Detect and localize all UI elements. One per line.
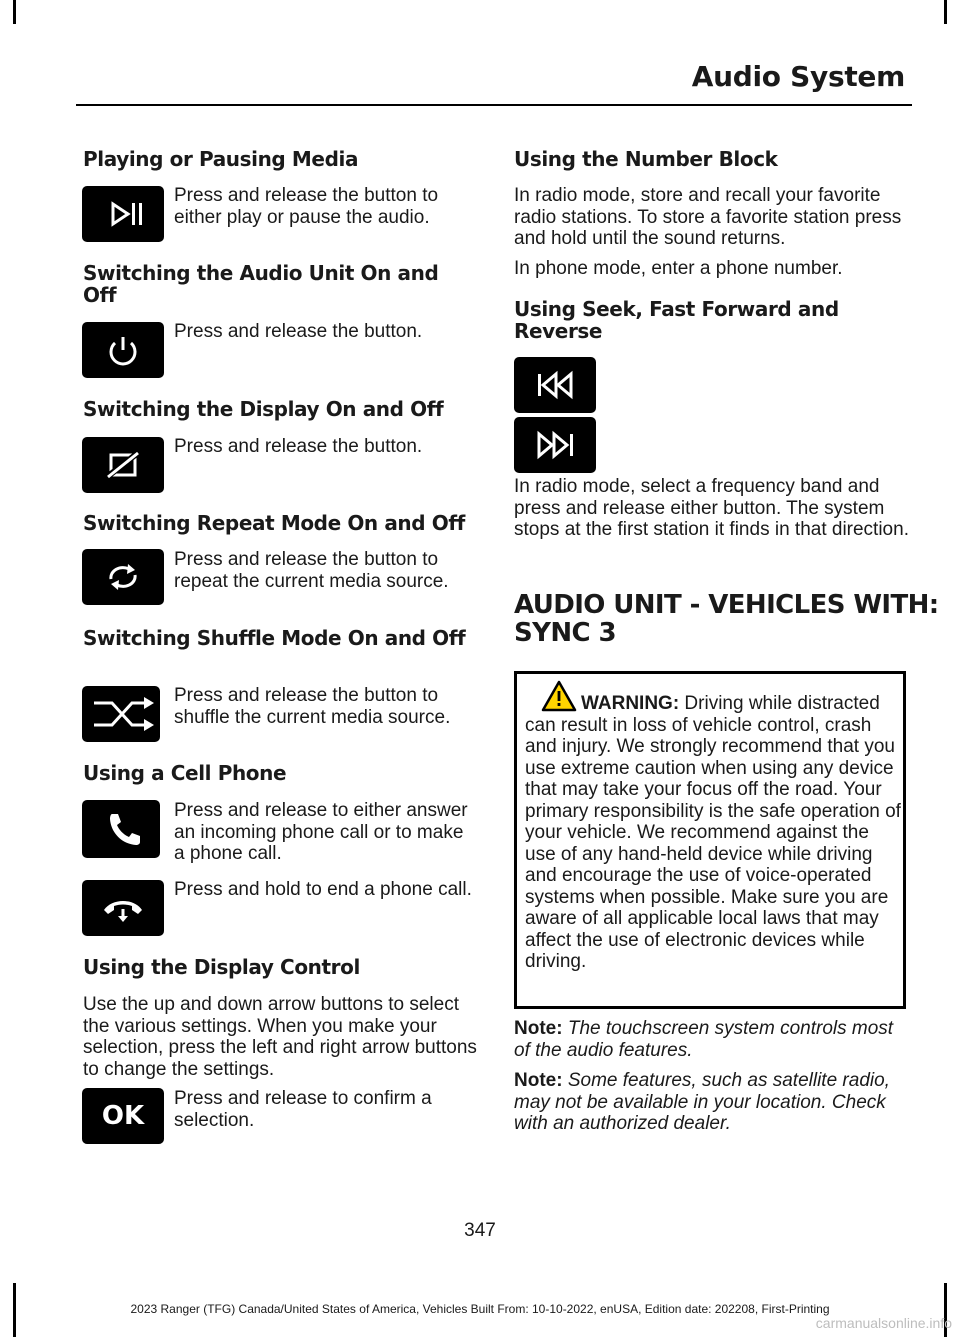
repeat-button-illustration — [82, 549, 164, 605]
seek-back-button-illustration — [514, 357, 596, 413]
seek-forward-button-illustration — [514, 417, 596, 473]
seek-forward-icon — [514, 417, 596, 473]
section-title-line1: AUDIO UNIT - VEHICLES WITH: — [514, 590, 939, 620]
shuffle-button-illustration — [82, 686, 160, 742]
warning-triangle-icon — [541, 680, 577, 712]
header-divider — [76, 104, 912, 106]
end-call-text: Press and hold to end a phone call. — [174, 879, 472, 900]
heading-audio-unit: Switching the Audio Unit On and Off — [83, 261, 439, 307]
note-2-label: Note: — [514, 1070, 563, 1091]
play-pause-button-illustration — [82, 186, 164, 242]
play-pause-icon — [82, 186, 164, 242]
ok-text: Press and release to confirm a selection. — [174, 1088, 432, 1131]
shuffle-icon — [82, 686, 164, 742]
answer-call-button-illustration — [82, 800, 160, 858]
heading-seek: Using Seek, Fast Forward and Reverse — [514, 297, 839, 343]
heading-shuffle: Switching Shuffle Mode On and Off — [83, 626, 466, 650]
warning-label: WARNING: — [581, 693, 680, 714]
heading-play-pause: Playing or Pausing Media — [83, 147, 359, 171]
crop-mark-top-left — [13, 0, 16, 24]
answer-call-text: Press and release to either answer an incoming phone call or to make a phone call. — [174, 800, 468, 864]
heading-display: Switching the Display On and Off — [83, 397, 444, 421]
power-icon — [82, 322, 164, 378]
ok-button-illustration — [82, 1088, 164, 1144]
warning-box — [514, 671, 906, 1009]
phone-end-icon — [82, 880, 164, 936]
note-2 — [514, 1070, 909, 1135]
play-pause-text: Press and release the button to either play or pause the audio. — [174, 185, 439, 228]
heading-number-block: Using the Number Block — [514, 147, 778, 171]
heading-display-control: Using the Display Control — [83, 955, 360, 979]
ok-label: OK — [101, 1101, 145, 1131]
repeat-text: Press and release the button to repeat the current media source. — [174, 549, 449, 592]
seek-text: In radio mode, select a frequency band and press and release either button. The system stops at the first station it finds in that direction. — [514, 476, 909, 540]
display-button-illustration — [82, 437, 164, 493]
footer-text: 2023 Ranger (TFG) Canada/United States of America, Vehicles Built From: 10-10-2022, enUSA, Edition date: 202208, First-Printing — [130, 1302, 830, 1316]
display-text: Press and release the button. — [174, 436, 423, 457]
seek-back-icon — [514, 357, 596, 413]
display-control-intro: Use the up and down arrow buttons to select the various settings. When you make your selection, press the left and right arrow buttons to change the settings. — [83, 994, 477, 1080]
power-button-illustration — [82, 322, 164, 378]
crop-mark-top-right — [944, 0, 947, 24]
note-1-label: Note: — [514, 1018, 563, 1039]
end-call-button-illustration — [82, 880, 164, 936]
repeat-icon — [82, 549, 164, 605]
display-off-icon — [82, 437, 164, 493]
number-block-text-1: In radio mode, store and recall your favorite radio stations. To store a favorite station press and hold until the sound returns. — [514, 185, 902, 249]
note-1-text: The touchscreen system controls most of the audio features. — [514, 1018, 894, 1061]
warning-paragraph — [525, 680, 901, 973]
page-number: 347 — [464, 1220, 496, 1241]
warning-text: Driving while distracted can result in loss of vehicle control, crash and injury. We strongly recommend that you use extreme caution when using any device that may take your focus off the road. Your primary responsibility is the safe operation of your vehicle. We recommend against the use of any hand-held device while driving and encourage the use of voice-operated systems when possible. Make sure you are aware of all applicable local laws that may affect the use of electronic devices while driving. — [525, 693, 901, 972]
number-block-text-2: In phone mode, enter a phone number. — [514, 258, 843, 279]
note-2-text: Some features, such as satellite radio, may not be available in your location. Check with an authorized dealer. — [514, 1070, 890, 1134]
watermark: carmanualsonline.info — [815, 1315, 952, 1331]
phone-answer-icon — [82, 800, 164, 856]
note-1 — [514, 1018, 904, 1061]
heading-cell-phone: Using a Cell Phone — [83, 761, 287, 785]
shuffle-text: Press and release the button to shuffle the current media source. — [174, 685, 451, 728]
section-title-line2: SYNC 3 — [514, 618, 616, 648]
audio-unit-text: Press and release the button. — [174, 321, 423, 342]
heading-repeat: Switching Repeat Mode On and Off — [83, 511, 465, 535]
page-title: Audio System — [691, 60, 905, 93]
